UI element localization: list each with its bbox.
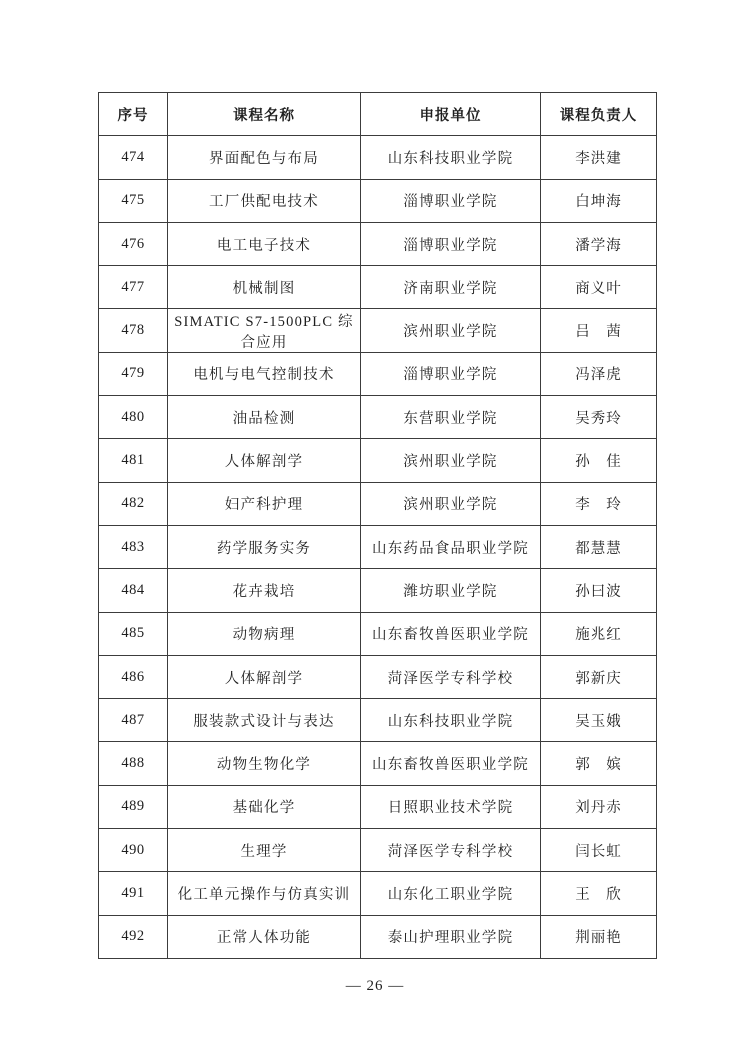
course-leader-cell: 施兆红 (541, 612, 657, 655)
course-name-cell: 电机与电气控制技术 (168, 352, 361, 395)
course-name-cell: 动物生物化学 (168, 742, 361, 785)
applying-unit-cell: 山东药品食品职业学院 (361, 525, 541, 568)
applying-unit-cell: 山东科技职业学院 (361, 136, 541, 179)
applying-unit-cell: 淄博职业学院 (361, 352, 541, 395)
applying-unit-cell: 滨州职业学院 (361, 439, 541, 482)
course-name-cell: 人体解剖学 (168, 439, 361, 482)
course-name-cell: 花卉栽培 (168, 569, 361, 612)
table-row (99, 266, 657, 309)
serial-number-cell: 479 (99, 352, 168, 395)
serial-number-cell: 492 (99, 915, 168, 958)
course-leader-cell: 郭新庆 (541, 655, 657, 698)
serial-number-cell: 481 (99, 439, 168, 482)
course-leader-cell: 孙曰波 (541, 569, 657, 612)
course-name-cell: 电工电子技术 (168, 222, 361, 265)
course-name-cell: 人体解剖学 (168, 655, 361, 698)
course-leader-cell: 冯泽虎 (541, 352, 657, 395)
course-name-cell: 基础化学 (168, 785, 361, 828)
table-row (99, 222, 657, 265)
course-leader-cell: 荆丽艳 (541, 915, 657, 958)
applying-unit-cell: 泰山护理职业学院 (361, 915, 541, 958)
table-row (99, 742, 657, 785)
header-applying-unit: 申报单位 (361, 93, 541, 136)
applying-unit-cell: 东营职业学院 (361, 396, 541, 439)
table-row (99, 655, 657, 698)
serial-number-cell: 480 (99, 396, 168, 439)
serial-number-cell: 486 (99, 655, 168, 698)
table-row (99, 396, 657, 439)
course-name-cell: 动物病理 (168, 612, 361, 655)
applying-unit-cell: 菏泽医学专科学校 (361, 655, 541, 698)
course-name-cell: 妇产科护理 (168, 482, 361, 525)
serial-number-cell: 474 (99, 136, 168, 179)
serial-number-cell: 487 (99, 699, 168, 742)
serial-number-cell: 490 (99, 829, 168, 872)
applying-unit-cell: 济南职业学院 (361, 266, 541, 309)
table-row (99, 785, 657, 828)
applying-unit-cell: 滨州职业学院 (361, 482, 541, 525)
course-leader-cell: 吴秀玲 (541, 396, 657, 439)
serial-number-cell: 489 (99, 785, 168, 828)
table-row (99, 699, 657, 742)
serial-number-cell: 476 (99, 222, 168, 265)
course-leader-cell: 李洪建 (541, 136, 657, 179)
serial-number-cell: 488 (99, 742, 168, 785)
course-name-cell: SIMATIC S7-1500PLC 综合应用 (168, 309, 361, 352)
applying-unit-cell: 潍坊职业学院 (361, 569, 541, 612)
course-name-cell: 机械制图 (168, 266, 361, 309)
applying-unit-cell: 日照职业技术学院 (361, 785, 541, 828)
applying-unit-cell: 淄博职业学院 (361, 222, 541, 265)
course-leader-cell: 吕 茜 (541, 309, 657, 352)
course-leader-cell: 刘丹赤 (541, 785, 657, 828)
header-course-name: 课程名称 (168, 93, 361, 136)
course-leader-cell: 王 欣 (541, 872, 657, 915)
serial-number-cell: 491 (99, 872, 168, 915)
table-header (99, 93, 657, 136)
applying-unit-cell: 山东化工职业学院 (361, 872, 541, 915)
serial-number-cell: 475 (99, 179, 168, 222)
table-row (99, 569, 657, 612)
serial-number-cell: 478 (99, 309, 168, 352)
course-leader-cell: 都慧慧 (541, 525, 657, 568)
course-name-cell: 正常人体功能 (168, 915, 361, 958)
course-name-cell: 生理学 (168, 829, 361, 872)
header-row (99, 93, 657, 136)
applying-unit-cell: 滨州职业学院 (361, 309, 541, 352)
course-leader-cell: 吴玉娥 (541, 699, 657, 742)
table-row (99, 525, 657, 568)
course-name-cell: 药学服务实务 (168, 525, 361, 568)
table-row (99, 309, 657, 352)
page-number: — 26 — (345, 978, 405, 994)
applying-unit-cell: 菏泽医学专科学校 (361, 829, 541, 872)
table-row (99, 352, 657, 395)
course-leader-cell: 孙 佳 (541, 439, 657, 482)
course-name-cell: 油品检测 (168, 396, 361, 439)
course-leader-cell: 白坤海 (541, 179, 657, 222)
applying-unit-cell: 山东畜牧兽医职业学院 (361, 742, 541, 785)
course-list-table (98, 92, 657, 959)
header-serial-number: 序号 (99, 93, 168, 136)
course-name-cell: 工厂供配电技术 (168, 179, 361, 222)
applying-unit-cell: 淄博职业学院 (361, 179, 541, 222)
course-name-cell: 界面配色与布局 (168, 136, 361, 179)
table-row (99, 439, 657, 482)
course-leader-cell: 商义叶 (541, 266, 657, 309)
table-row (99, 612, 657, 655)
table-body (99, 136, 657, 959)
course-leader-cell: 郭 嫔 (541, 742, 657, 785)
serial-number-cell: 485 (99, 612, 168, 655)
course-name-cell: 化工单元操作与仿真实训 (168, 872, 361, 915)
serial-number-cell: 477 (99, 266, 168, 309)
table-row (99, 915, 657, 958)
serial-number-cell: 483 (99, 525, 168, 568)
header-course-leader: 课程负责人 (541, 93, 657, 136)
table-row (99, 872, 657, 915)
course-name-cell: 服装款式设计与表达 (168, 699, 361, 742)
course-leader-cell: 闫长虹 (541, 829, 657, 872)
table-row (99, 482, 657, 525)
table-row (99, 136, 657, 179)
serial-number-cell: 482 (99, 482, 168, 525)
serial-number-cell: 484 (99, 569, 168, 612)
course-leader-cell: 潘学海 (541, 222, 657, 265)
course-leader-cell: 李 玲 (541, 482, 657, 525)
table-row (99, 179, 657, 222)
applying-unit-cell: 山东畜牧兽医职业学院 (361, 612, 541, 655)
applying-unit-cell: 山东科技职业学院 (361, 699, 541, 742)
table-row (99, 829, 657, 872)
